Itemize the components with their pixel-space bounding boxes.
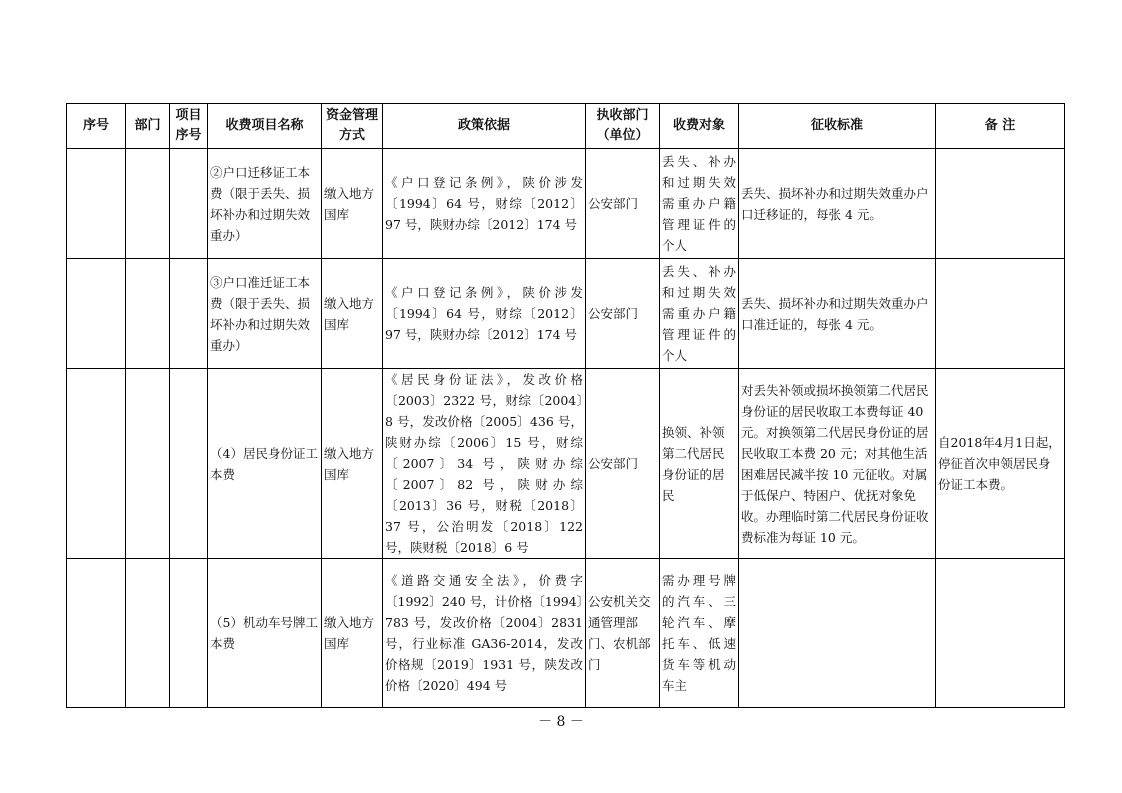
table-row bbox=[67, 369, 1065, 559]
cell-collector: 公安部门 bbox=[586, 259, 660, 369]
cell-seq bbox=[67, 559, 126, 708]
page-number: － 8 － bbox=[538, 714, 584, 730]
header-item-seq: 项目序号 bbox=[170, 104, 208, 149]
header-item-name: 收费项目名称 bbox=[208, 104, 322, 149]
cell-fund-mgmt: 缴入地方国库 bbox=[322, 149, 383, 259]
cell-dept bbox=[126, 259, 170, 369]
header-target: 收费对象 bbox=[660, 104, 739, 149]
cell-collector: 公安机关交通管理部门、农机部门 bbox=[586, 559, 660, 708]
cell-target: 丢失、补办和过期失效需重办户籍管理证件的个人 bbox=[660, 259, 739, 369]
cell-target: 丢失、补办和过期失效需重办户籍管理证件的个人 bbox=[660, 149, 739, 259]
header-collector: 执收部门（单位） bbox=[586, 104, 660, 149]
cell-seq bbox=[67, 259, 126, 369]
cell-policy: 《户口登记条例》，陕价涉发〔1994〕64 号，财综〔2012〕97 号，陕财办综〔2012〕174 号 bbox=[383, 259, 586, 369]
cell-standard bbox=[739, 559, 936, 708]
header-row bbox=[67, 104, 1065, 149]
cell-remarks bbox=[936, 559, 1065, 708]
cell-item-name: （5）机动车号牌工本费 bbox=[208, 559, 322, 708]
cell-seq bbox=[67, 369, 126, 559]
cell-standard: 对丢失补领或损坏换领第二代居民身份证的居民收取工本费每证 40 元。对换领第二代居民身份证的居民收取工本费 20 元；对其他生活困难居民减半按 10 元征收。对属于低保户、特困户、优抚对象免收。办理临时第二代居民身份证收费标准为每证 10 元。 bbox=[739, 369, 936, 559]
header-remarks: 备 注 bbox=[936, 104, 1065, 149]
cell-item-seq bbox=[170, 259, 208, 369]
cell-item-seq bbox=[170, 149, 208, 259]
header-fund-mgmt: 资金管理方式 bbox=[322, 104, 383, 149]
cell-collector: 公安部门 bbox=[586, 149, 660, 259]
cell-remarks bbox=[936, 259, 1065, 369]
cell-target: 需办理号牌的汽车、三轮汽车、摩托车、低速货车等机动车主 bbox=[660, 559, 739, 708]
cell-item-seq bbox=[170, 369, 208, 559]
cell-policy: 《居民身份证法》，发改价格〔2003〕2322 号，财综〔2004〕8 号，发改价格〔2005〕436 号，陕财办综〔2006〕15 号，财综〔2007〕34 号，陕财办综〔2007〕82 号，陕财办综〔2013〕36 号，财税〔2018〕37 号，公治明发〔2018〕122 号，陕财税〔2018〕6 号 bbox=[383, 369, 586, 559]
fee-table-container bbox=[66, 103, 1064, 708]
cell-collector: 公安部门 bbox=[586, 369, 660, 559]
cell-fund-mgmt: 缴入地方国库 bbox=[322, 259, 383, 369]
cell-remarks bbox=[936, 149, 1065, 259]
cell-item-seq bbox=[170, 559, 208, 708]
header-policy: 政策依据 bbox=[383, 104, 586, 149]
fee-table bbox=[66, 103, 1065, 708]
cell-fund-mgmt: 缴入地方国库 bbox=[322, 559, 383, 708]
cell-remarks: 自2018年4月1日起，停征首次申领居民身份证工本费。 bbox=[936, 369, 1065, 559]
cell-standard: 丢失、损坏补办和过期失效重办户口准迁证的，每张 4 元。 bbox=[739, 259, 936, 369]
cell-fund-mgmt: 缴入地方国库 bbox=[322, 369, 383, 559]
cell-policy: 《户口登记条例》，陕价涉发〔1994〕64 号，财综〔2012〕97 号，陕财办综〔2012〕174 号 bbox=[383, 149, 586, 259]
table-row bbox=[67, 149, 1065, 259]
cell-item-name: ③户口准迁证工本费（限于丢失、损坏补办和过期失效重办） bbox=[208, 259, 322, 369]
cell-item-name: ②户口迁移证工本费（限于丢失、损坏补办和过期失效重办） bbox=[208, 149, 322, 259]
header-dept: 部门 bbox=[126, 104, 170, 149]
cell-dept bbox=[126, 559, 170, 708]
cell-target: 换领、补领第二代居民身份证的居民 bbox=[660, 369, 739, 559]
table-row bbox=[67, 559, 1065, 708]
header-standard: 征收标准 bbox=[739, 104, 936, 149]
cell-standard: 丢失、损坏补办和过期失效重办户口迁移证的，每张 4 元。 bbox=[739, 149, 936, 259]
cell-item-name: （4）居民身份证工本费 bbox=[208, 369, 322, 559]
cell-dept bbox=[126, 369, 170, 559]
table-row bbox=[67, 259, 1065, 369]
cell-seq bbox=[67, 149, 126, 259]
cell-policy: 《道路交通安全法》，价费字〔1992〕240 号，计价格〔1994〕783 号，发改价格〔2004〕2831 号，行业标准 GA36-2014，发改价格规〔2019〕1931 号，陕发改价格〔2020〕494 号 bbox=[383, 559, 586, 708]
cell-dept bbox=[126, 149, 170, 259]
header-seq: 序号 bbox=[67, 104, 126, 149]
